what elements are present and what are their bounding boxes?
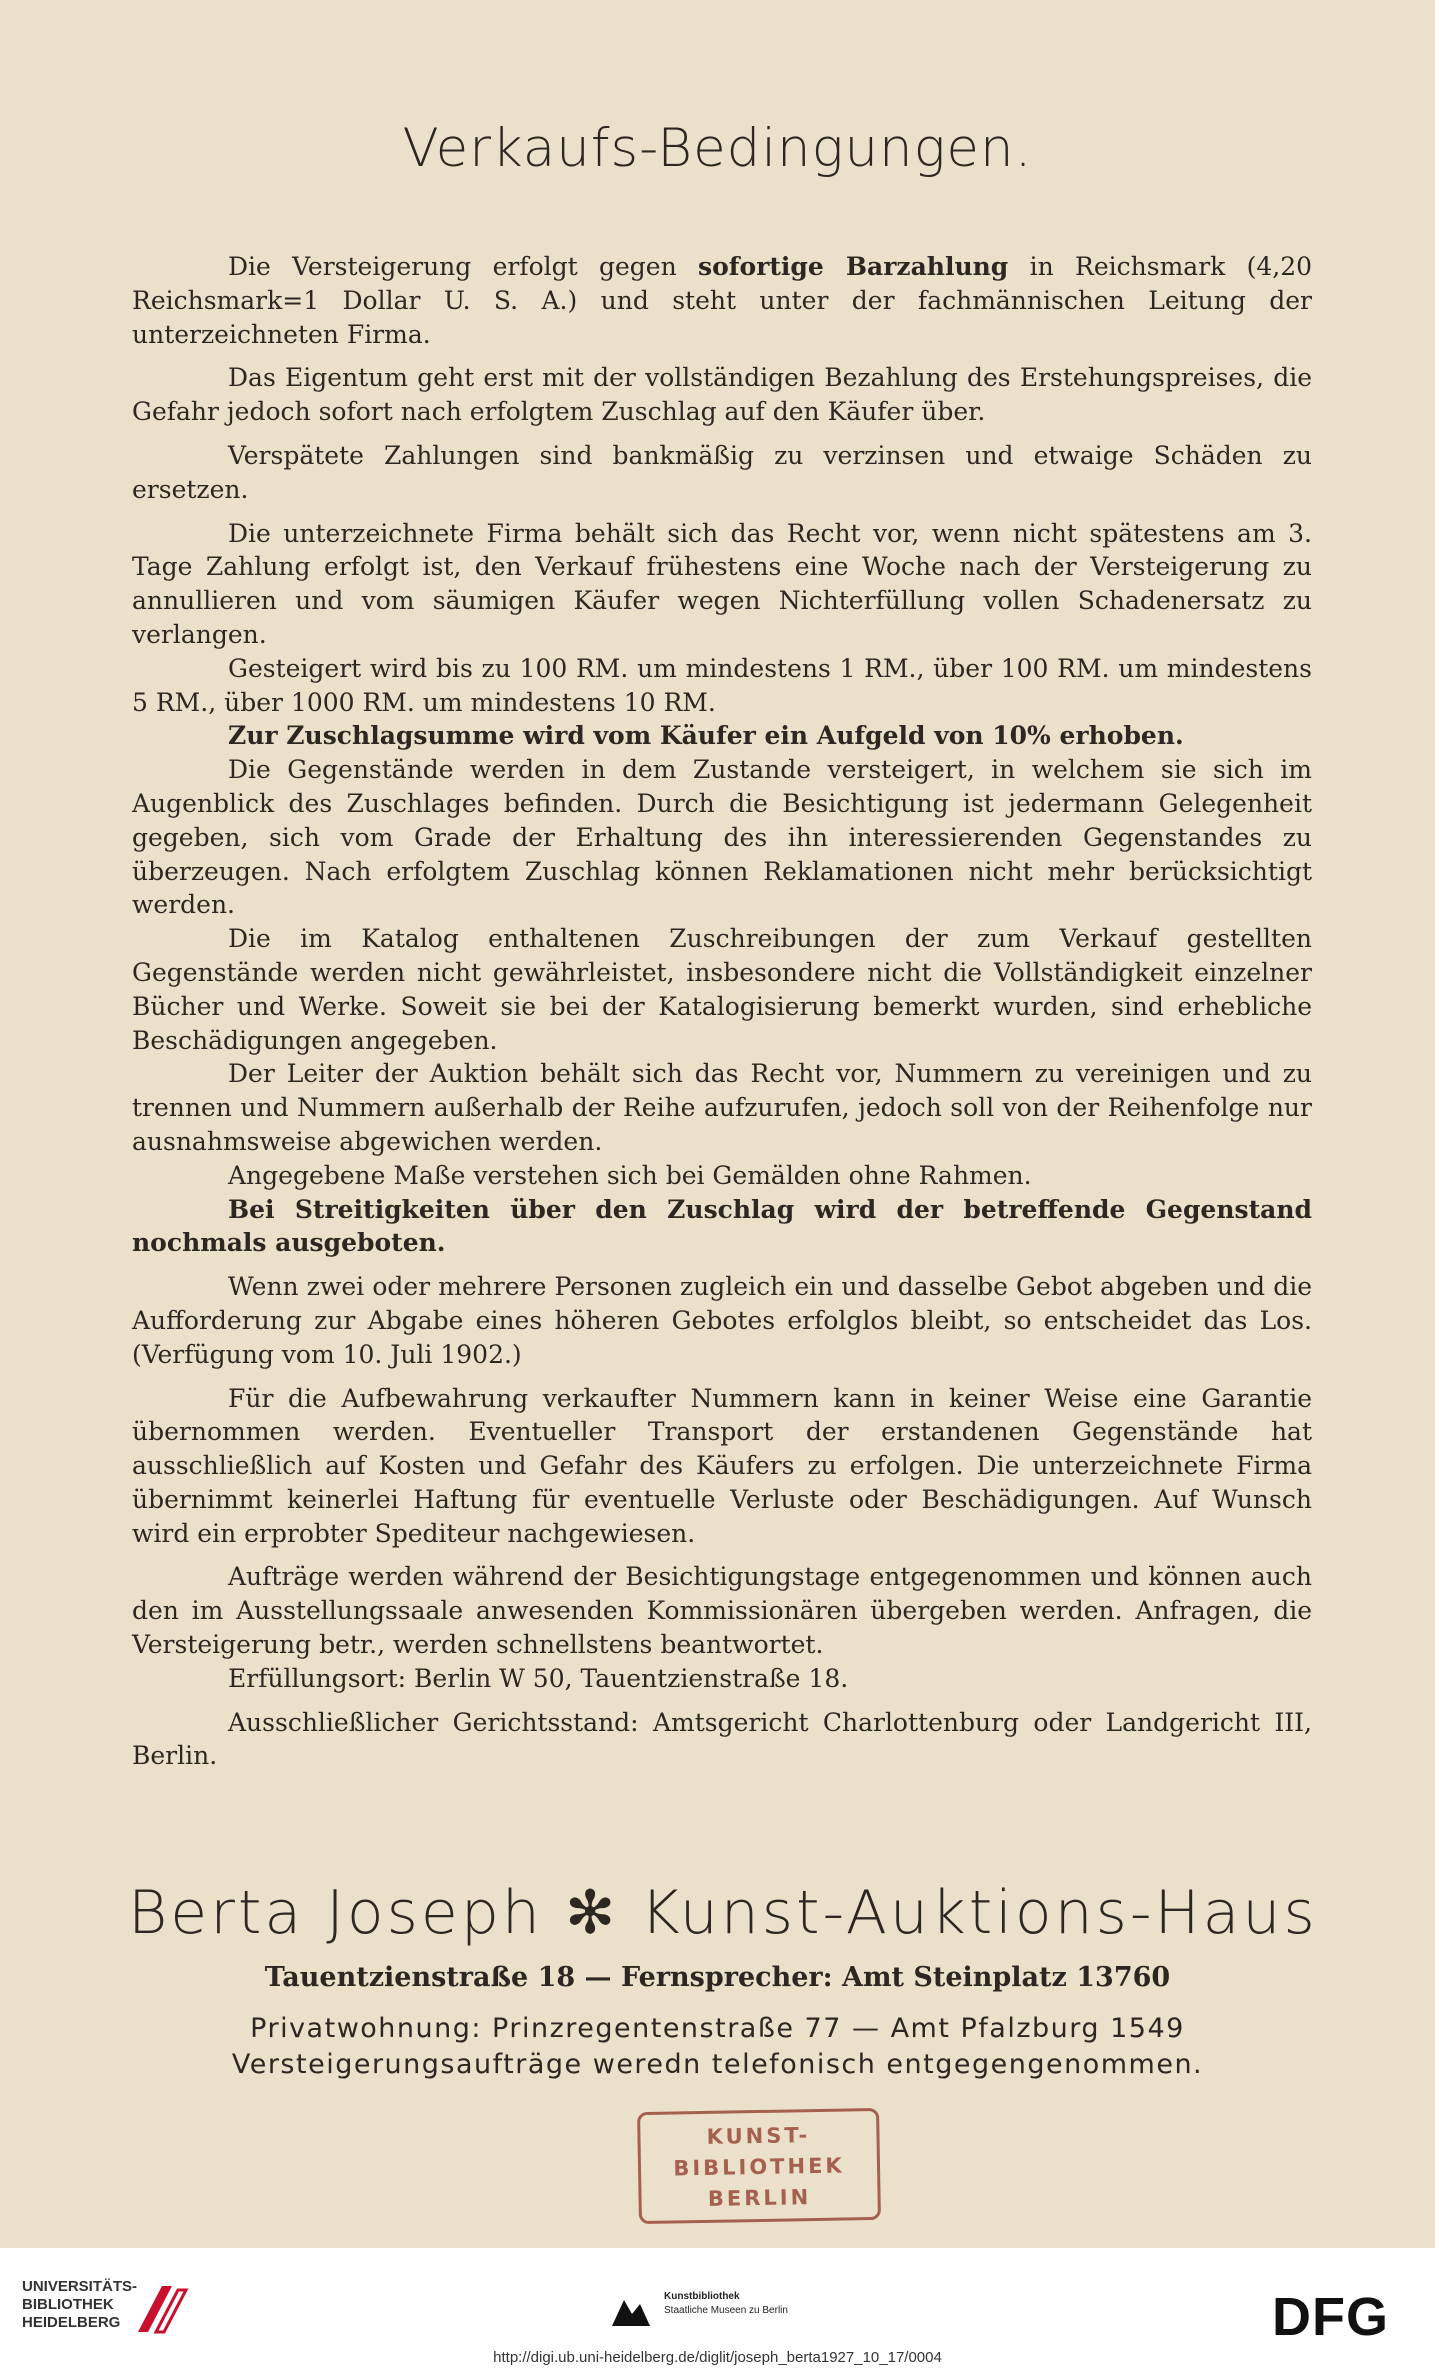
dfg-logo[interactable]: DFG	[1272, 2287, 1389, 2347]
firm-address: Tauentzienstraße 18 — Fernsprecher: Amt Steinplatz 13760	[264, 1962, 1171, 1993]
paragraph-disputes: Bei Streitigkeiten über den Zuschlag wird der betreffende Gegenstand nochmals ausgeboten.	[132, 1194, 1312, 1258]
emphasis-cash-payment: sofortige Barzahlung	[698, 252, 1009, 281]
private-address: Privatwohnung: Prinzregentenstraße 77 — Amt Pfalzburg 1549	[250, 2013, 1185, 2044]
paragraph-ownership: Das Eigentum geht erst mit der vollständigen Bezahlung des Erstehungspreises, die Gefahr jedoch sofort nach erfolgtem Zuschlag auf den Käufer über.	[132, 363, 1312, 427]
kunstbibliothek-logo-icon[interactable]	[610, 2296, 652, 2330]
firm-name: Berta Joseph ✻ Kunst-Auktions-Haus	[128, 1878, 1318, 1948]
paragraph-dimensions: Angegebene Maße verstehen sich bei Gemälden ohne Rahmen.	[228, 1160, 1032, 1190]
paragraph-attributions: Die im Katalog enthaltenen Zuschreibungen der zum Verkauf gestellten Gegenstände werden nicht gewährleistet, insbesondere nicht die Vollständigkeit einzelner Bücher und Werke. Soweit sie bei der Katalogisierung bemerkt wurden, sind erhebliche Beschädigungen angegeben.	[132, 924, 1312, 1055]
paragraph-payment: Die Versteigerung erfolgt gegen sofortige Barzahlung in Reichsmark (4,20 Reichsmark=1 Dollar U. S. A.) und steht unter der fachmännischen Leitung der unterzeichneten Firma.	[132, 252, 1313, 349]
university-logo-icon[interactable]	[132, 2276, 200, 2336]
paragraph-equal-bids: Wenn zwei oder mehrere Personen zugleich ein und dasselbe Gebot abgeben und die Aufforderung zur Abgabe eines höheren Gebotes erfolglos bleibt, so entscheidet das Los. (Verfügung vom 10. Juli 1902.)	[132, 1272, 1312, 1369]
paragraph-orders: Aufträge werden während der Besichtigungstage entgegenommen und können auch den im Ausstellungssaale anwesenden Kommissionären übergeben werden. Anfragen, die Versteigerung betr., werden schnellstens beantwortet.	[132, 1562, 1312, 1660]
kunstbibliothek-label: Kunstbibliothek Staatliche Museen zu Berlin	[664, 2291, 788, 2316]
paragraph-annulment: Die unterzeichnete Firma behält sich das Recht vor, wenn nicht spätestens am 3. Tage Zahlung erfolgt ist, den Verkauf frühestens eine Woche nach der Versteigerung zu annullieren und vom säumigen Käufer wegen Nichterfüllung vollen Schadenersatz zu verlangen.	[132, 518, 1312, 649]
paragraph-bidding: Gesteigert wird bis zu 100 RM. um mindestens 1 RM., über 100 RM. um mindestens 5 RM., über 1000 RM. um mindestens 10 RM.	[132, 653, 1312, 717]
university-library-label[interactable]: UNIVERSITÄTS- BIBLIOTHEK HEIDELBERG	[22, 2278, 138, 2331]
digitization-footer	[0, 2248, 1435, 2371]
conditions-text	[132, 250, 1312, 1773]
paragraph-jurisdiction: Ausschließlicher Gerichtsstand: Amtsgericht Charlottenburg oder Landgericht III, Berlin.	[132, 1707, 1312, 1771]
paragraph-lots: Der Leiter der Auktion behält sich das Recht vor, Nummern zu vereinigen und zu trennen und Nummern außerhalb der Reihe aufzurufen, jedoch soll von der Reihenfolge nur ausnahmsweise abgewichen werden.	[132, 1059, 1312, 1156]
page-title: Verkaufs-Bedingungen.	[402, 118, 1033, 179]
paragraph-late-payment: Verspätete Zahlungen sind bankmäßig zu verzinsen und etwaige Schäden zu ersetzen.	[132, 440, 1312, 504]
paragraph-place: Erfüllungsort: Berlin W 50, Tauentzienstraße 18.	[228, 1663, 849, 1693]
permalink-url[interactable]: http://digi.ub.uni-heidelberg.de/diglit/joseph_berta1927_10_17/0004	[493, 2349, 942, 2366]
paragraph-premium: Zur Zuschlagsumme wird vom Käufer ein Aufgeld von 10% erhoben.	[228, 721, 1184, 751]
library-stamp: KUNST- BIBLIOTHEK BERLIN	[637, 2108, 881, 2224]
telephone-orders: Versteigerungsaufträge weredn telefonisch entgegengenommen.	[231, 2049, 1204, 2080]
paragraph-condition: Die Gegenstände werden in dem Zustande versteigert, in welchem sie sich im Augenblick des Zuschlages befinden. Durch die Besichtigung ist jedermann Gelegenheit gegeben, sich vom Grade der Erhaltung des ihn interessierenden Gegenstandes zu überzeugen. Nach erfolgtem Zuschlag können Reklamationen nicht mehr berücksichtigt werden.	[132, 755, 1312, 920]
paragraph-storage: Für die Aufbewahrung verkaufter Nummern kann in keiner Weise eine Garantie übernommen werden. Eventueller Transport der erstandenen Gegenstände hat ausschließlich auf Kosten und Gefahr des Käufers zu erfolgen. Die unterzeichnete Firma übernimmt keinerlei Haftung für eventuelle Verluste oder Beschädigungen. Auf Wunsch wird ein erprobter Spediteur nachgewiesen.	[132, 1383, 1312, 1548]
